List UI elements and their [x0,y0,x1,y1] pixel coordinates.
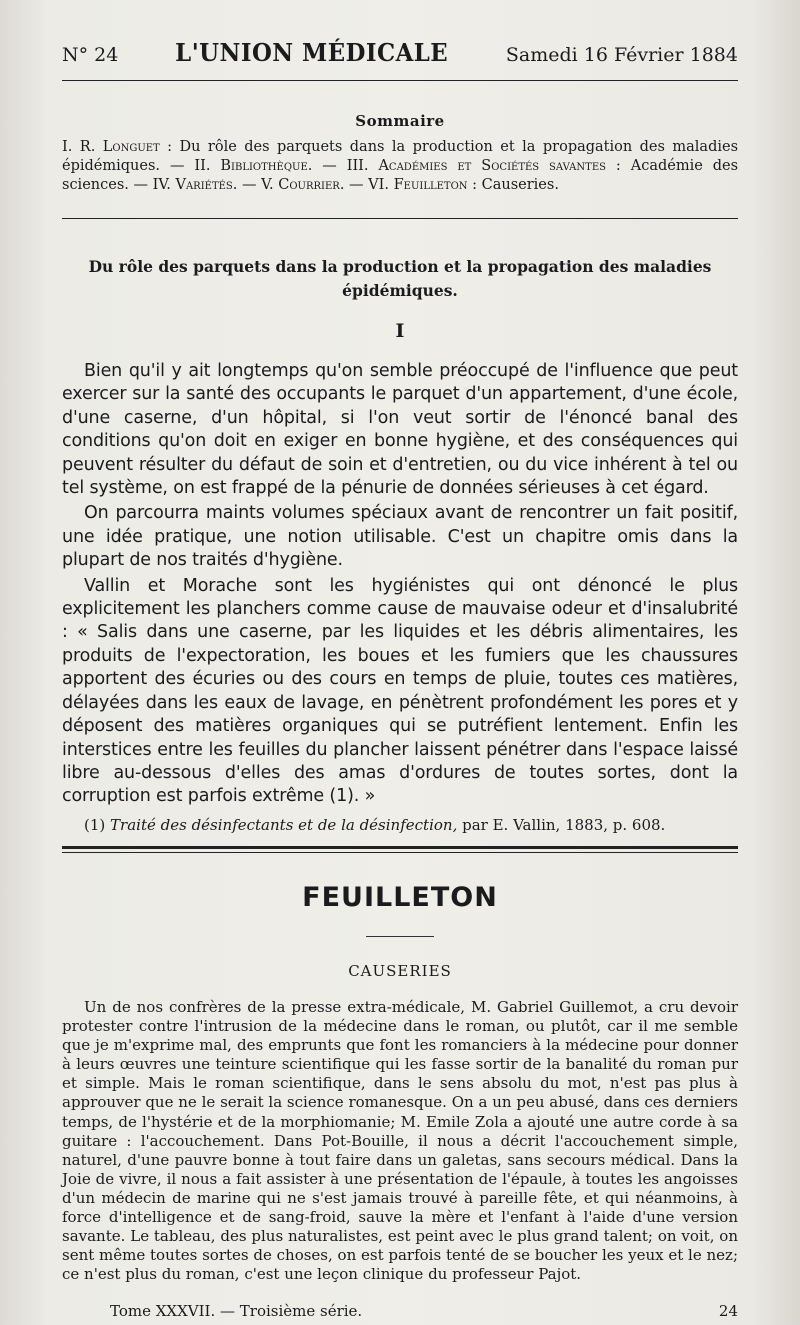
page-number: 24 [718,1302,738,1320]
paragraph: Un de nos confrères de la presse extra-médicale, M. Gabriel Guillemot, a cru devoir protester contre l'intrusion de la médecine dans le roman, ou plutôt, car il me semble que je m'exprime mal, des emprunts que font les romanciers à la médecine pour donner à leurs œuvres une teinture scientifique qui les fasse sortir de la banalité du roman pur et simple. Mais le roman scientifique, dans le sens absolu du mot, n'est pas plus à approuver que ne le serait la science romanesque. On a un peu abusé, dans ces derniers temps, de l'hystérie et de la morphiomanie; M. Emile Zola a ajouté une autre corde à sa guitare : l'accouchement. Dans Pot-Bouille, il nous a décrit l'accouchement simple, naturel, d'une pauvre bonne à tout faire dans un galetas, sans secours médical. Dans la Joie de vivre, il nous a fait assister à une présentation de l'épaule, à toutes les angoisses d'un médecin de marine qui ne s'est jamais trouvé à pareille fête, et qui néanmoins, à force d'intelligence et de sang-froid, sauve la mère et l'enfant à l'aide d'une version savante. Le tableau, des plus naturalistes, est peint avec le plus grand talent; on voit, on sent même toutes sortes de choses, on est parfois tenté de se boucher les yeux et le nez; ce n'est plus du roman, c'est une leçon clinique du professeur Pajot. [62,998,738,1284]
sommaire-list: I. R. Longuet : Du rôle des parquets dans la production et la propagation des maladies épidémiques. — II. Bibliothèque. — III. Académies et Sociétés savantes : Académie des sciences. — IV. Variétés. — V. Courrier. — VI. Feuilleton : Causeries. [62,139,739,193]
section-numeral: I [395,320,405,342]
header-rule [62,80,738,81]
sommaire-item: IV. Variétés. [152,177,238,193]
sommaire-item: V. Courrier. [261,177,345,193]
sommaire-item: II. Bibliothèque. [194,158,313,174]
paragraph: Vallin et Morache sont les hygiénistes qui ont dénoncé le plus explicitement les planchers comme cause de mauvaise odeur et d'insalubrité : « Salis dans une caserne, par les liquides et les débris alimentaires, les produits de l'expectoration, les boues et les fumiers que les chaussures apportent des écuries ou des cours en temps de pluie, toutes ces matières, délayées dans les eaux de lavage, en pénètrent profondément les pores et y déposent des matières organiques qui se putréfient lentement. Enfin les interstices entre les feuilles du plancher laissent pénétrer dans l'espace laissé libre au-dessous d'elles des amas d'ordures de toutes sortes, dont la corruption est parfois extrême (1). » [62,575,738,807]
journal-title: L'UNION MÉDICALE [175,38,449,67]
paragraph: On parcourra maints volumes spéciaux avant de rencontrer un fait positif, une idée pratique, une notion utilisable. C'est un chapitre omis dans la plupart de nos traités d'hygiène. [62,503,738,571]
sommaire-rule [62,218,738,219]
sommaire-item: I. R. Longuet : Du rôle des parquets dans la production et la propagation des maladies épidémiques. [62,139,739,174]
separator-thick [62,846,738,849]
issue-number: N° 24 [62,44,119,66]
issue-date: Samedi 16 Février 1884 [505,44,738,66]
sommaire-item: VI. Feuilleton : Causeries. [368,177,559,193]
running-header [62,38,738,82]
separator-thin [62,852,738,853]
page-footer [62,1302,738,1320]
article-body [62,360,738,809]
feuilleton-subheading: CAUSERIES [348,962,452,980]
footnote-title: Traité des désinfectants et de la désinfection, [110,816,458,834]
paragraph: Bien qu'il y ait longtemps qu'on semble préoccupé de l'influence que peut exercer sur la santé des occupants le parquet d'un appartement, d'une école, d'une caserne, d'un hôpital, si l'on veut sortir de l'énoncé banal des conditions qu'on doit en exiger en bonne hygiène, et des conséquences qui peuvent résulter du défaut de soin et d'entretien, ou du vice inhérent à tel ou tel système, on est frappé de la pénurie de données sérieuses à cet égard. [62,361,738,499]
feuilleton-heading: FEUILLETON [302,882,498,913]
sommaire-item: III. Académies et Sociétés savantes : Académie des sciences. [62,158,739,193]
feuilleton-rule [366,936,434,937]
feuilleton-body [62,998,738,1284]
volume-series: Tome XXXVII. — Troisième série. [110,1302,363,1320]
sommaire-title: Sommaire [355,112,445,130]
article-title: Du rôle des parquets dans la production et la propagation des maladies épidémiques. [88,257,712,300]
footnote: (1) Traité des désinfectants et de la désinfection, par E. Vallin, 1883, p. 608. [84,816,666,834]
